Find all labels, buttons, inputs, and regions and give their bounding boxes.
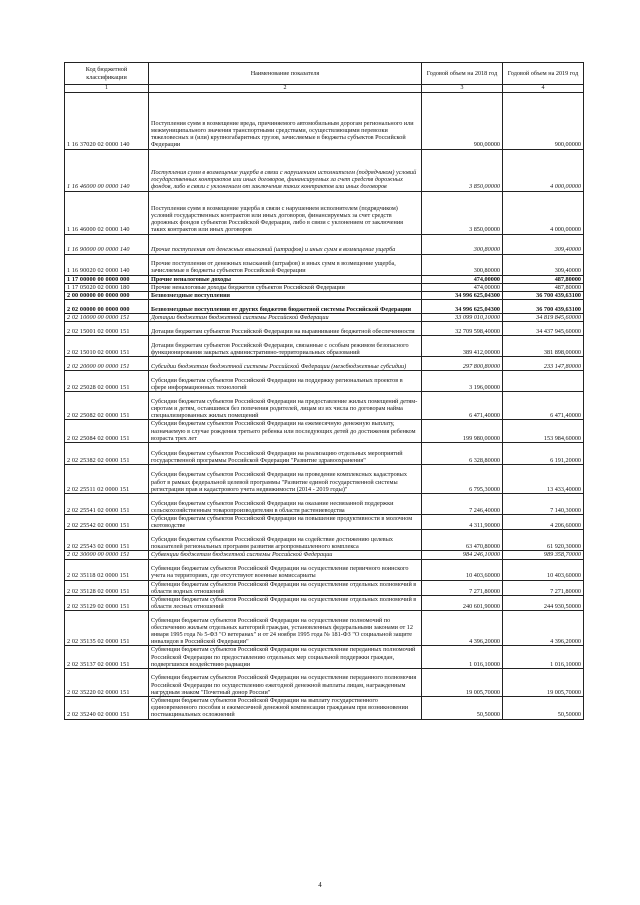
budget-code: 2 02 25028 02 0000 151 xyxy=(65,371,149,392)
amount-2019: 244 930,50000 xyxy=(503,595,584,610)
indicator-name: Прочие поступления от денежных взысканий (штрафов) и иных сумм в возмещение ущерба, зачисляемые в бюджеты субъектов Российской Федерации xyxy=(149,254,422,275)
column-number: 3 xyxy=(422,85,503,93)
amount-2019: 153 984,60000 xyxy=(503,420,584,443)
table-row xyxy=(65,371,584,392)
table-row xyxy=(65,275,584,283)
budget-code: 2 02 30000 00 0000 151 xyxy=(65,551,149,559)
amount-2018: 7 246,40000 xyxy=(422,493,503,514)
amount-2018: 7 271,80000 xyxy=(422,580,503,595)
amount-2019: 381 898,00000 xyxy=(503,336,584,357)
amount-2019: 4 206,60000 xyxy=(503,514,584,529)
amount-2019: 900,00000 xyxy=(503,92,584,149)
table-row xyxy=(65,420,584,443)
indicator-name: Субвенции бюджетам субъектов Российской Федерации на осуществление переданного полномочия Российской Федерации по осуществлению ежегодной денежной выплаты лицам, награжденным нагрудным знаком "Почетный донор России" xyxy=(149,668,422,696)
amount-2019: 309,40000 xyxy=(503,254,584,275)
amount-2018: 3 850,00000 xyxy=(422,149,503,191)
budget-code: 2 02 15001 02 0000 151 xyxy=(65,322,149,336)
amount-2018: 900,00000 xyxy=(422,92,503,149)
indicator-name: Субсидии бюджетам субъектов Российской Федерации на ежемесячную денежную выплату, назначаемую в случае рождения третьего ребенка или последующих детей до достижения ребенком возраста трех лет xyxy=(149,420,422,443)
table-row xyxy=(65,668,584,696)
indicator-name: Безвозмездные поступления xyxy=(149,291,422,299)
amount-2018: 1 016,10000 xyxy=(422,646,503,669)
table-row xyxy=(65,580,584,595)
budget-code: 2 02 25511 02 0000 151 xyxy=(65,464,149,493)
budget-code: 2 02 00000 00 0000 000 xyxy=(65,300,149,314)
amount-2018: 4 311,90000 xyxy=(422,514,503,529)
budget-code: 2 02 10000 00 0000 151 xyxy=(65,314,149,322)
indicator-name: Субсидии бюджетам субъектов Российской Федерации на предоставление жилых помещений детям-сиротам и детям, оставшимся без попечения родителей, лицам из их числа по договорам найма специализированных жилых помещений xyxy=(149,392,422,420)
budget-code: 2 02 35220 02 0000 151 xyxy=(65,668,149,696)
amount-2019: 6 471,40000 xyxy=(503,392,584,420)
amount-2019: 61 920,30000 xyxy=(503,530,584,551)
amount-2018: 474,00000 xyxy=(422,283,503,291)
indicator-name: Субвенции бюджетам субъектов Российской Федерации на выплату государственного единовременного пособия и ежемесячной денежной компенсации гражданам при возникновении поствакцинальных осложнений xyxy=(149,696,422,719)
amount-2018: 34 996 625,04300 xyxy=(422,291,503,299)
amount-2018: 300,80000 xyxy=(422,254,503,275)
amount-2019: 1 016,10000 xyxy=(503,646,584,669)
indicator-name: Дотации бюджетам бюджетной системы Российской Федерации xyxy=(149,314,422,322)
header-code: Код бюджетной классификации xyxy=(65,63,149,85)
table-row xyxy=(65,530,584,551)
budget-code: 2 02 35128 02 0000 151 xyxy=(65,580,149,595)
budget-code: 1 16 90020 02 0000 140 xyxy=(65,254,149,275)
indicator-name: Дотации бюджетам субъектов Российской Федерации на выравнивание бюджетной обеспеченности xyxy=(149,322,422,336)
amount-2019: 4 396,20000 xyxy=(503,611,584,646)
amount-2018: 240 601,90000 xyxy=(422,595,503,610)
indicator-name: Субвенции бюджетам бюджетной системы Российской Федерации xyxy=(149,551,422,559)
indicator-name: Прочие поступления от денежных взысканий (штрафов) и иных сумм в возмещение ущерба xyxy=(149,234,422,254)
amount-2018: 474,00000 xyxy=(422,275,503,283)
table-body xyxy=(65,92,584,719)
table-row xyxy=(65,464,584,493)
header-2018: Годовой объем на 2018 год xyxy=(422,63,503,85)
table-row xyxy=(65,357,584,371)
amount-2018: 6 471,40000 xyxy=(422,392,503,420)
budget-revenue-table xyxy=(64,62,584,720)
table-row xyxy=(65,493,584,514)
budget-code: 2 02 25382 02 0000 151 xyxy=(65,442,149,464)
amount-2019: 989 358,70000 xyxy=(503,551,584,559)
budget-code: 1 16 37020 02 0000 140 xyxy=(65,92,149,149)
indicator-name: Субсидии бюджетам субъектов Российской Федерации на повышение продуктивности в молочном скотоводстве xyxy=(149,514,422,529)
table-row xyxy=(65,336,584,357)
budget-code: 1 16 90000 00 0000 140 xyxy=(65,234,149,254)
budget-code: 1 16 46000 00 0000 140 xyxy=(65,149,149,191)
amount-2019: 487,80000 xyxy=(503,275,584,283)
column-number: 1 xyxy=(65,85,149,93)
table-row xyxy=(65,514,584,529)
budget-code: 2 02 35240 02 0000 151 xyxy=(65,696,149,719)
amount-2019: 4 000,00000 xyxy=(503,191,584,234)
indicator-name: Поступления сумм в возмещение ущерба в связи с нарушением исполнителем (подрядчиком) условий государственных контрактов или иных договоров, финансируемых за счет средств дорожных фондов субъектов Российской Федерации, либо в связи с уклонением от заключения таких контрактов или иных договоров xyxy=(149,191,422,234)
budget-code: 2 02 25542 02 0000 151 xyxy=(65,514,149,529)
amount-2018: 33 099 010,10000 xyxy=(422,314,503,322)
amount-2018: 10 403,60000 xyxy=(422,559,503,580)
table-row xyxy=(65,300,584,314)
column-number-row xyxy=(65,85,584,93)
amount-2019: 36 700 439,63100 xyxy=(503,300,584,314)
amount-2019: 10 403,60000 xyxy=(503,559,584,580)
amount-2019: 309,40000 xyxy=(503,234,584,254)
amount-2018: 297 800,80000 xyxy=(422,357,503,371)
amount-2019 xyxy=(503,371,584,392)
table-row xyxy=(65,291,584,299)
indicator-name: Субвенции бюджетам субъектов Российской Федерации на осуществление переданных полномочий Российской Федерации по предоставлению отдельных мер социальной поддержки граждан, подвергшихся воздействию радиации xyxy=(149,646,422,669)
amount-2018: 34 996 625,04300 xyxy=(422,300,503,314)
budget-code: 2 02 25084 02 0000 151 xyxy=(65,420,149,443)
amount-2018: 300,80000 xyxy=(422,234,503,254)
amount-2019: 7 271,80000 xyxy=(503,580,584,595)
indicator-name: Субсидии бюджетам субъектов Российской Федерации на проведение комплексных кадастровых работ в рамках федеральной целевой программы "Развитие единой государственной системы регистрации прав и кадастрового учета недвижимости (2014 - 2019 годы)" xyxy=(149,464,422,493)
amount-2019: 487,80000 xyxy=(503,283,584,291)
table-row xyxy=(65,551,584,559)
amount-2019: 34 437 945,60000 xyxy=(503,322,584,336)
amount-2019: 7 140,30000 xyxy=(503,493,584,514)
budget-code: 2 02 35118 02 0000 151 xyxy=(65,559,149,580)
budget-code: 2 02 35129 02 0000 151 xyxy=(65,595,149,610)
amount-2018: 6 328,80000 xyxy=(422,442,503,464)
indicator-name: Субсидии бюджетам субъектов Российской Федерации на содействие достижению целевых показателей региональных программ развития агропромышленного комплекса xyxy=(149,530,422,551)
document-sheet xyxy=(64,62,583,720)
amount-2019: 13 433,40000 xyxy=(503,464,584,493)
indicator-name: Прочие неналоговые доходы бюджетов субъектов Российской Федерации xyxy=(149,283,422,291)
indicator-name: Субвенции бюджетам субъектов Российской Федерации на осуществление первичного воинского учета на территориях, где отсутствуют военные комиссариаты xyxy=(149,559,422,580)
column-number: 4 xyxy=(503,85,584,93)
table-row xyxy=(65,442,584,464)
budget-code: 2 02 20000 00 0000 151 xyxy=(65,357,149,371)
page-number: 4 xyxy=(318,881,322,889)
amount-2019: 34 819 845,60000 xyxy=(503,314,584,322)
amount-2018: 50,50000 xyxy=(422,696,503,719)
table-row xyxy=(65,595,584,610)
amount-2018: 4 396,20000 xyxy=(422,611,503,646)
amount-2019: 6 191,20000 xyxy=(503,442,584,464)
amount-2018: 3 196,00000 xyxy=(422,371,503,392)
indicator-name: Субсидии бюджетам субъектов Российской Федерации на реализацию отдельных мероприятий государственной программы Российской Федерации "Развитие здравоохранения" xyxy=(149,442,422,464)
column-number: 2 xyxy=(149,85,422,93)
indicator-name: Субсидии бюджетам субъектов Российской Федерации на поддержку региональных проектов в сфере информационных технологий xyxy=(149,371,422,392)
indicator-name: Безвозмездные поступления от других бюджетов бюджетной системы Российской Федерации xyxy=(149,300,422,314)
amount-2018: 63 470,80000 xyxy=(422,530,503,551)
table-row xyxy=(65,696,584,719)
table-header-row xyxy=(65,63,584,85)
table-row xyxy=(65,646,584,669)
budget-code: 2 02 25541 02 0000 151 xyxy=(65,493,149,514)
header-2019: Годовой объем на 2019 год xyxy=(503,63,584,85)
amount-2018: 199 980,00000 xyxy=(422,420,503,443)
indicator-name: Субвенции бюджетам субъектов Российской Федерации на осуществление отдельных полномочий в области водных отношений xyxy=(149,580,422,595)
amount-2018: 32 709 598,40000 xyxy=(422,322,503,336)
amount-2018: 19 005,70000 xyxy=(422,668,503,696)
table-row xyxy=(65,392,584,420)
indicator-name: Субвенции бюджетам субъектов Российской Федерации на осуществление отдельных полномочий в области лесных отношений xyxy=(149,595,422,610)
amount-2019: 19 005,70000 xyxy=(503,668,584,696)
indicator-name: Поступления сумм в возмещение ущерба в связи с нарушением исполнителем (подрядчиком) условий государственных контрактов или иных договоров, финансируемых за счет средств дорожных фондов, либо в связи с уклонением от заключения таких контрактов или иных договоров xyxy=(149,149,422,191)
table-row xyxy=(65,322,584,336)
budget-code: 1 17 00000 00 0000 000 xyxy=(65,275,149,283)
indicator-name: Субсидии бюджетам бюджетной системы Российской Федерации (межбюджетные субсидии) xyxy=(149,357,422,371)
table-row xyxy=(65,92,584,149)
amount-2018: 3 850,00000 xyxy=(422,191,503,234)
budget-code: 2 02 25543 02 0000 151 xyxy=(65,530,149,551)
budget-code: 2 02 35135 02 0000 151 xyxy=(65,611,149,646)
amount-2019: 50,50000 xyxy=(503,696,584,719)
table-row xyxy=(65,191,584,234)
amount-2019: 36 700 439,63100 xyxy=(503,291,584,299)
table-row xyxy=(65,283,584,291)
budget-code: 2 02 15010 02 0000 151 xyxy=(65,336,149,357)
header-name: Наименование показателя xyxy=(149,63,422,85)
indicator-name: Поступления сумм в возмещение вреда, причиняемого автомобильным дорогам регионального или межмуниципального значения транспортными средствами, осуществляющими перевозки тяжеловесных и (или) крупногабаритных грузов, зачисляемые в бюджеты субъектов Российской Федерации xyxy=(149,92,422,149)
indicator-name: Прочие неналоговые доходы xyxy=(149,275,422,283)
table-row xyxy=(65,234,584,254)
indicator-name: Субсидии бюджетам субъектов Российской Федерации на оказание несвязанной поддержки сельскохозяйственным товаропроизводителям в области растениеводства xyxy=(149,493,422,514)
table-row xyxy=(65,314,584,322)
budget-code: 2 02 35137 02 0000 151 xyxy=(65,646,149,669)
indicator-name: Субвенции бюджетам субъектов Российской Федерации на осуществление полномочий по обеспечению жильем отдельных категорий граждан, установленных федеральными законами от 12 января 1995 года № 5-ФЗ "О ветеранах" и от 24 ноября 1995 года № 181-ФЗ "О социальной защите инвалидов в Российской Федерации" xyxy=(149,611,422,646)
amount-2018: 389 412,00000 xyxy=(422,336,503,357)
table-row xyxy=(65,149,584,191)
amount-2019: 233 147,80000 xyxy=(503,357,584,371)
amount-2018: 984 246,10000 xyxy=(422,551,503,559)
budget-code: 2 00 00000 00 0000 000 xyxy=(65,291,149,299)
amount-2018: 6 795,30000 xyxy=(422,464,503,493)
budget-code: 2 02 25082 02 0000 151 xyxy=(65,392,149,420)
table-row xyxy=(65,254,584,275)
table-row xyxy=(65,611,584,646)
budget-code: 1 17 05020 02 0000 180 xyxy=(65,283,149,291)
indicator-name: Дотации бюджетам субъектов Российской Федерации, связанные с особым режимом безопасного функционирования закрытых административно-территориальных образований xyxy=(149,336,422,357)
table-row xyxy=(65,559,584,580)
budget-code: 1 16 46000 02 0000 140 xyxy=(65,191,149,234)
amount-2019: 4 000,00000 xyxy=(503,149,584,191)
